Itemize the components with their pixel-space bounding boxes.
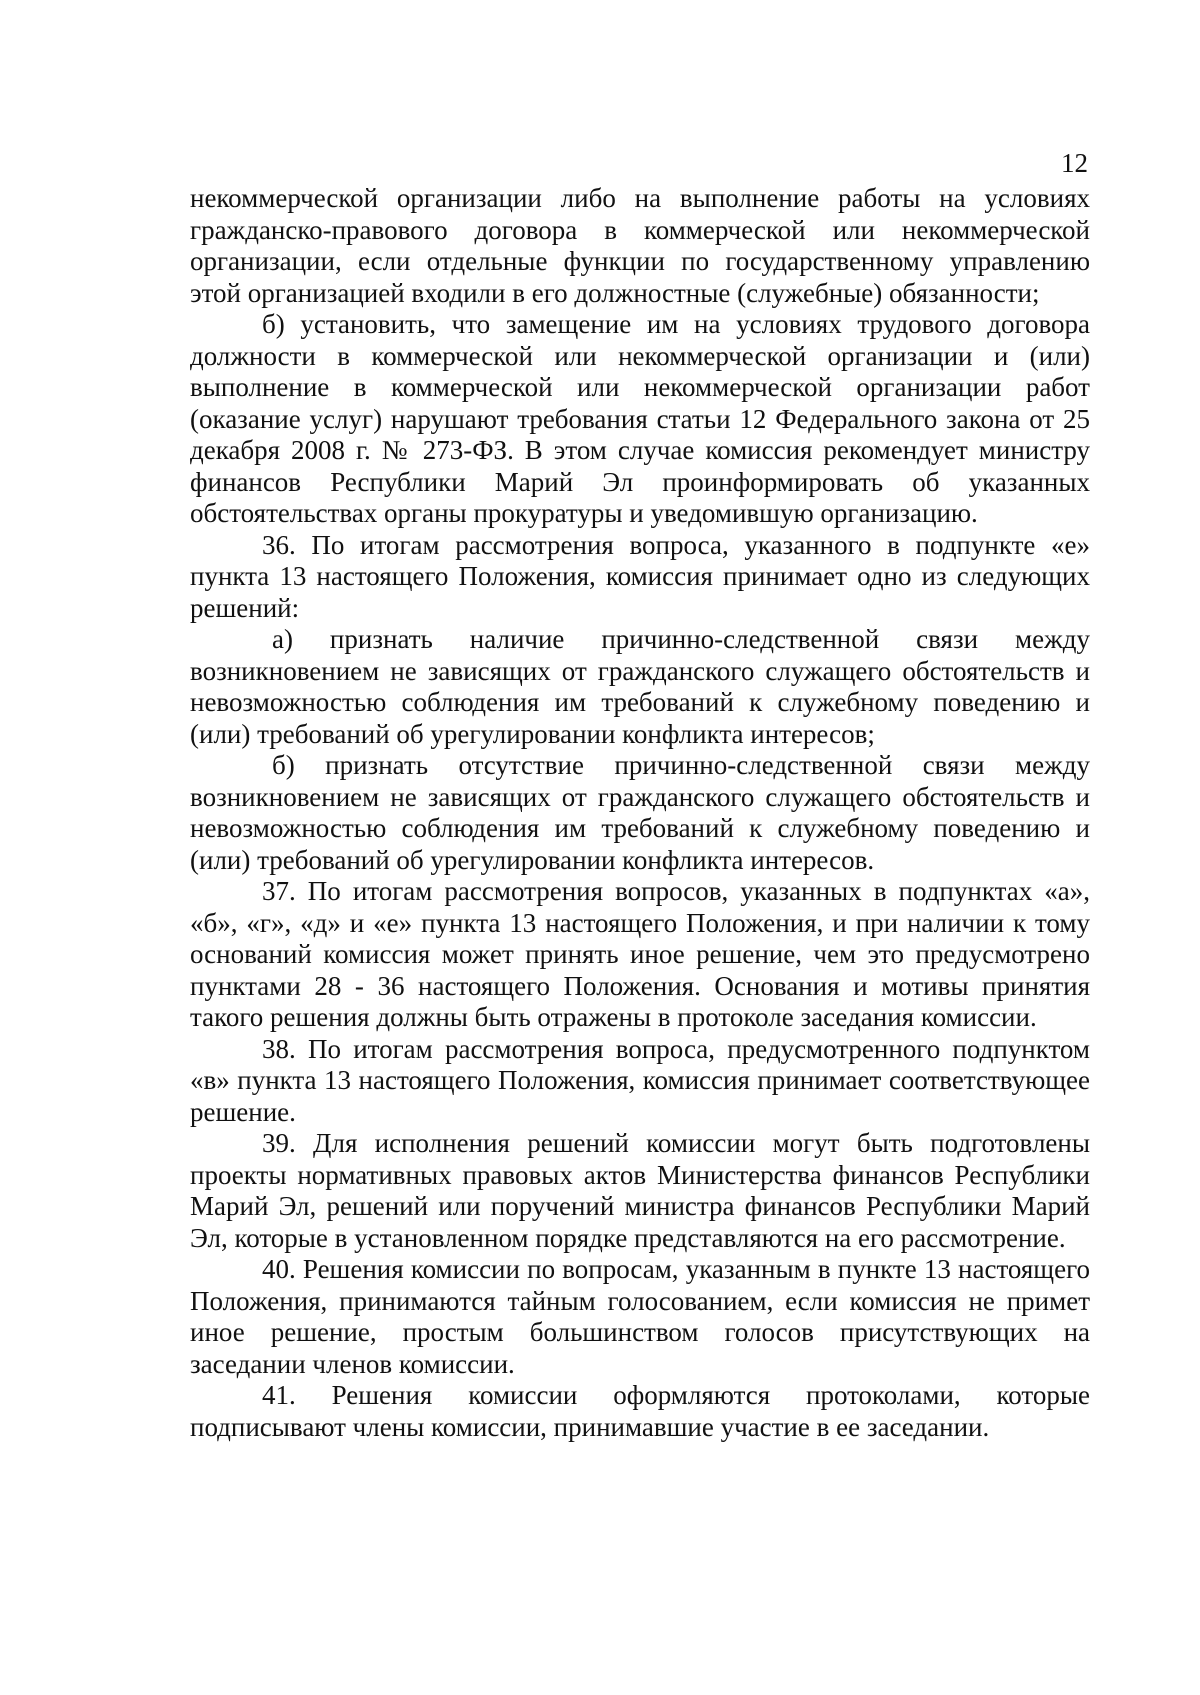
paragraph-continuation: некоммерческой организации либо на выполнение работы на условиях гражданско-правового договора в коммерческой или некоммерческой организации, если отдельные функции по государственному управлению этой организацией входили в его должностные (служебные) обязанности; (190, 183, 1090, 308)
paragraph-36-b: б) признать отсутствие причинно-следственной связи между возникновением не зависящих от гражданского служащего обстоятельств и невозможностью соблюдения им требований к служебному поведению и (или) требований об урегулировании конфликта интересов. (190, 750, 1090, 875)
paragraph-37: 37. По итогам рассмотрения вопросов, указанных в подпунктах «а», «б», «г», «д» и «е» пункта 13 настоящего Положения, и при наличии к тому оснований комиссия может принять иное решение, чем это предусмотрено пунктами 28 - 36 настоящего Положения. Основания и мотивы принятия такого решения должны быть отражены в протоколе заседания комиссии. (190, 876, 1090, 1032)
paragraph-38: 38. По итогам рассмотрения вопроса, предусмотренного подпунктом «в» пункта 13 настоящего Положения, комиссия принимает соответствующее решение. (190, 1033, 1090, 1127)
document-body (190, 183, 1090, 1443)
paragraph-39: 39. Для исполнения решений комиссии могут быть подготовлены проекты нормативных правовых актов Министерства финансов Республики Марий Эл, решений или поручений министра финансов Республики Марий Эл, которые в установленном порядке представляются на его рассмотрение. (190, 1128, 1090, 1253)
paragraph-36-a: а) признать наличие причинно-следственной связи между возникновением не зависящих от гражданского служащего обстоятельств и невозможностью соблюдения им требований к служебному поведению и (или) требований об урегулировании конфликта интересов; (190, 624, 1090, 749)
paragraph-subitem-b: б) установить, что замещение им на условиях трудового договора должности в коммерческой или некоммерческой организации и (или) выполнение в коммерческой или некоммерческой организации работ (оказание услуг) нарушают требования статьи 12 Федерального закона от 25 декабря 2008 г. № 273-ФЗ. В этом случае комиссия рекомендует министру финансов Республики Марий Эл проинформировать об указанных обстоятельствах органы прокуратуры и уведомившую организацию. (190, 309, 1090, 528)
paragraph-36: 36. По итогам рассмотрения вопроса, указанного в подпункте «е» пункта 13 настоящего Положения, комиссия принимает одно из следующих решений: (190, 529, 1090, 623)
page-number: 12 (1061, 148, 1088, 178)
paragraph-41: 41. Решения комиссии оформляются протоколами, которые подписывают члены комиссии, принимавшие участие в ее заседании. (190, 1380, 1090, 1442)
paragraph-40: 40. Решения комиссии по вопросам, указанным в пункте 13 настоящего Положения, принимаются тайным голосованием, если комиссия не примет иное решение, простым большинством голосов присутствующих на заседании членов комиссии. (190, 1254, 1090, 1379)
